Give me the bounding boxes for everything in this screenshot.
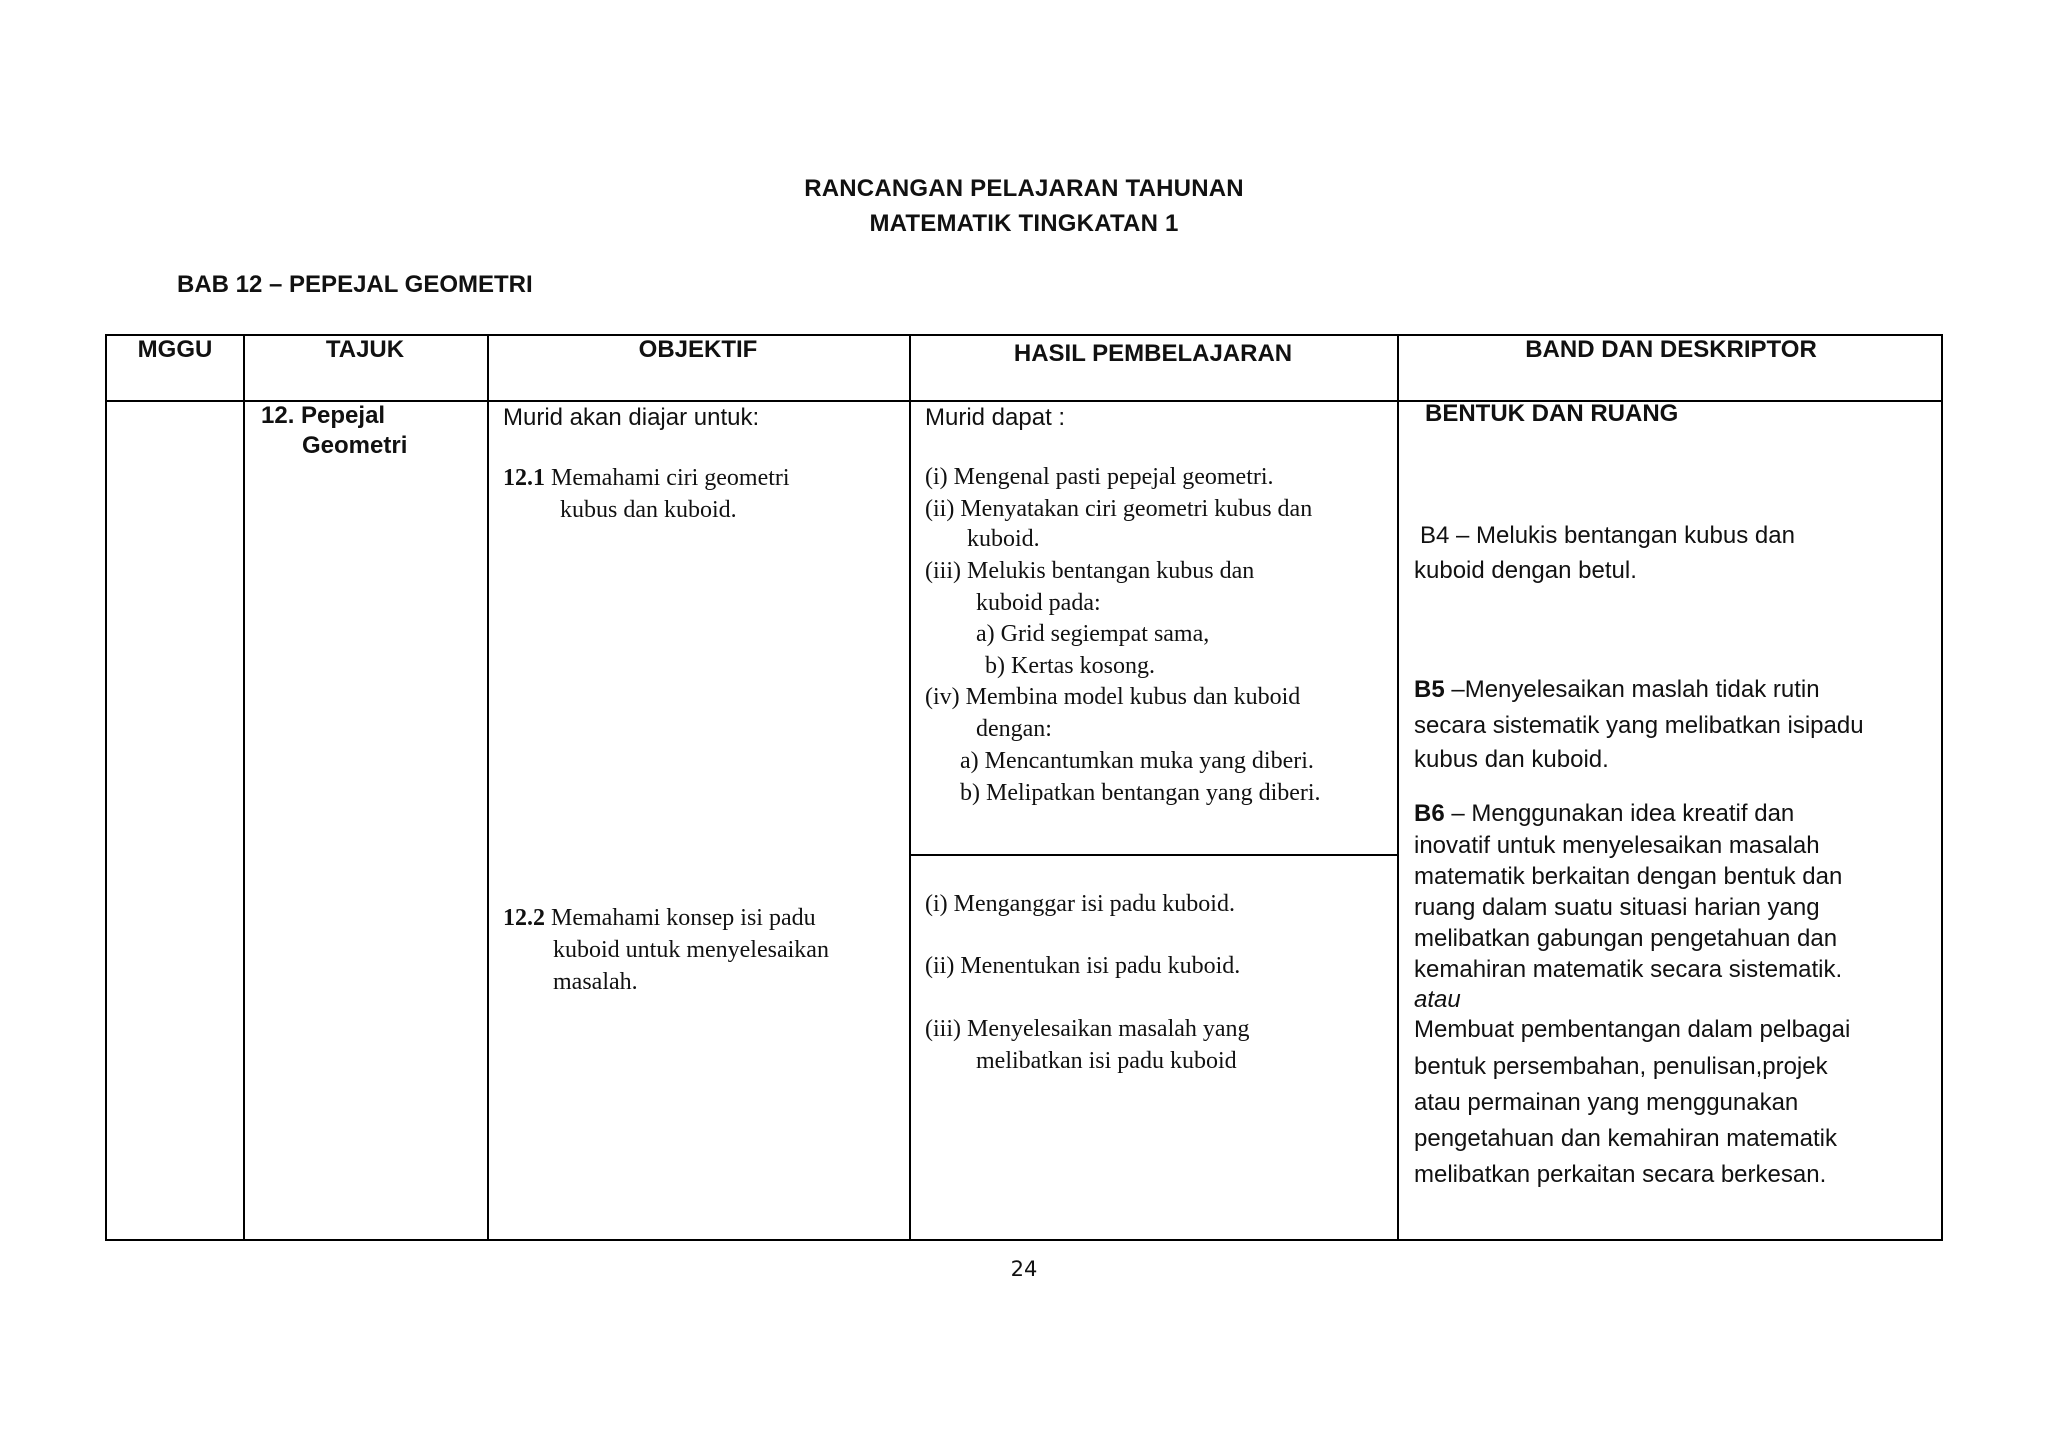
- objective-intro: Murid akan diajar untuk:: [503, 404, 760, 431]
- band-text: – Menggunakan idea kreatif dan: [1444, 800, 1795, 827]
- band-descriptor: pengetahuan dan kemahiran matematik: [1414, 1125, 1837, 1152]
- outcome-item: (iii) Melukis bentangan kubus dan: [925, 558, 1255, 584]
- outcome-item: kuboid pada:: [976, 590, 1101, 616]
- band-descriptor: ruang dalam suatu situasi harian yang: [1414, 894, 1820, 921]
- chapter-heading: BAB 12 – PEPEJAL GEOMETRI: [177, 271, 533, 298]
- band-descriptor: B4 – Melukis bentangan kubus dan: [1420, 522, 1795, 549]
- column-divider: [487, 336, 489, 1239]
- band-descriptor: bentuk persembahan, penulisan,projek: [1414, 1053, 1828, 1080]
- band-descriptor: kemahiran matematik secara sistematik.: [1414, 956, 1843, 983]
- column-header-mggu: MGGU: [137, 336, 213, 363]
- outcome-item: b) Melipatkan bentangan yang diberi.: [960, 780, 1321, 806]
- column-divider: [1397, 336, 1399, 1239]
- outcome-item: (ii) Menyatakan ciri geometri kubus dan: [925, 496, 1313, 522]
- document-title: RANCANGAN PELAJARAN TAHUNAN: [804, 175, 1244, 202]
- band-descriptor: Membuat pembentangan dalam pelbagai: [1414, 1016, 1851, 1043]
- objective-number: 12.1: [503, 465, 545, 491]
- column-header-tajuk: TAJUK: [325, 336, 405, 363]
- column-divider: [909, 336, 911, 1239]
- band-descriptor: atau: [1414, 986, 1461, 1013]
- topic-line2: Geometri: [302, 432, 408, 459]
- band-code: B6: [1414, 800, 1445, 827]
- band-descriptor: melibatkan perkaitan secara berkesan.: [1414, 1161, 1827, 1188]
- row-divider: [909, 854, 1397, 856]
- lesson-plan-table: [105, 334, 1943, 1241]
- band-heading: BENTUK DAN RUANG: [1425, 400, 1679, 427]
- column-header-band: BAND DAN DESKRIPTOR: [1525, 336, 1817, 363]
- band-descriptor: atau permainan yang menggunakan: [1414, 1089, 1799, 1116]
- band-descriptor: [1414, 798, 1794, 829]
- page-number: 24: [1010, 1257, 1038, 1281]
- band-code: B5: [1414, 676, 1445, 703]
- outcome-item: dengan:: [976, 716, 1052, 742]
- topic-line1: 12. Pepejal: [261, 402, 386, 429]
- band-descriptor: secara sistematik yang melibatkan isipadu: [1414, 712, 1864, 739]
- outcome-intro: Murid dapat :: [925, 404, 1066, 431]
- band-descriptor: [1414, 674, 1820, 705]
- column-header-objektif: OBJEKTIF: [638, 336, 758, 363]
- document-subtitle: MATEMATIK TINGKATAN 1: [869, 210, 1179, 237]
- outcome-item: kuboid.: [967, 526, 1040, 552]
- outcome-item: a) Mencantumkan muka yang diberi.: [960, 748, 1314, 774]
- outcome-item: (i) Menganggar isi padu kuboid.: [925, 891, 1235, 917]
- outcome-item: b) Kertas kosong.: [985, 653, 1155, 679]
- objective-text: Memahami ciri geometri: [551, 465, 790, 491]
- band-descriptor: inovatif untuk menyelesaikan masalah: [1414, 832, 1820, 859]
- band-descriptor: kubus dan kuboid.: [1414, 746, 1609, 773]
- objective-text: kuboid untuk menyelesaikan: [553, 937, 829, 963]
- outcome-item: (iv) Membina model kubus dan kuboid: [925, 684, 1301, 710]
- objective-text: kubus dan kuboid.: [560, 497, 737, 523]
- objective-number: 12.2: [503, 905, 545, 931]
- band-descriptor: matematik berkaitan dengan bentuk dan: [1414, 863, 1843, 890]
- band-descriptor: melibatkan gabungan pengetahuan dan: [1414, 925, 1838, 952]
- outcome-item: (ii) Menentukan isi padu kuboid.: [925, 953, 1241, 979]
- outcome-item: melibatkan isi padu kuboid: [976, 1048, 1237, 1074]
- band-text: –Menyelesaikan maslah tidak rutin: [1444, 676, 1820, 703]
- objective-text: Memahami konsep isi padu: [551, 905, 816, 931]
- outcome-item: (i) Mengenal pasti pepejal geometri.: [925, 464, 1274, 490]
- outcome-item: a) Grid segiempat sama,: [976, 621, 1210, 647]
- outcome-item: (iii) Menyelesaikan masalah yang: [925, 1016, 1250, 1042]
- band-descriptor: kuboid dengan betul.: [1414, 557, 1637, 584]
- column-header-hasil: HASIL PEMBELAJARAN: [1013, 340, 1293, 367]
- objective-text: masalah.: [553, 969, 638, 995]
- column-divider: [243, 336, 245, 1239]
